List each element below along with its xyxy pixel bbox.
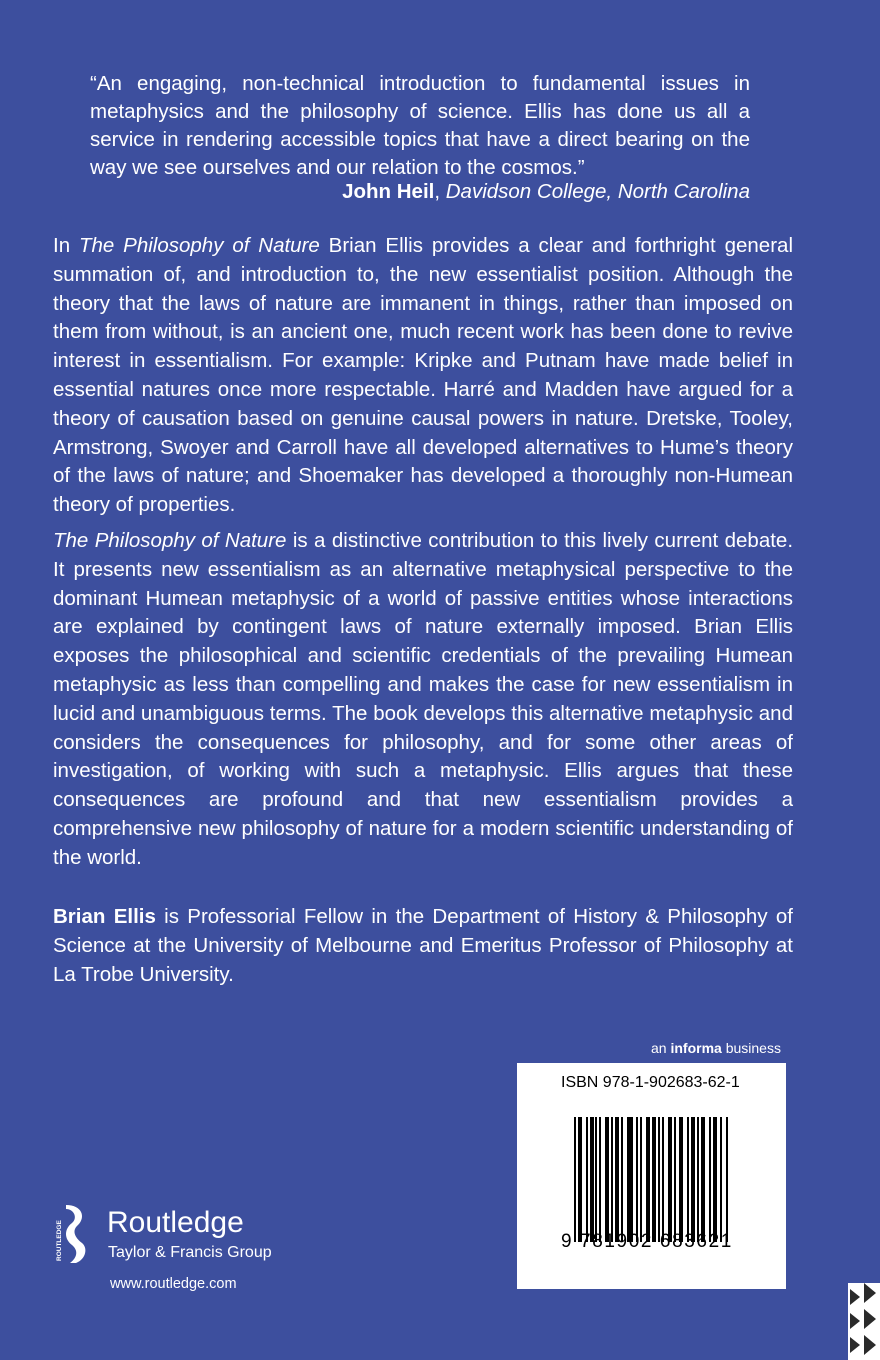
paragraph-1-lead: In [53, 234, 79, 257]
barcode-bar [611, 1117, 613, 1242]
publisher-group: Taylor & Francis Group [108, 1244, 272, 1261]
barcode-bar [720, 1117, 722, 1242]
description-paragraph-1 [53, 232, 793, 520]
author-name: Brian Ellis [53, 905, 156, 928]
barcode-bar [595, 1117, 597, 1242]
barcode-bars [574, 1117, 728, 1242]
quote-attribution: John Heil, Davidson College, North Carolina [342, 180, 750, 203]
barcode-bar [640, 1117, 642, 1242]
barcode-bar [658, 1117, 660, 1242]
informa-prefix: an [651, 1040, 671, 1056]
barcode-bar [574, 1117, 576, 1242]
barcode-bar [636, 1117, 638, 1242]
barcode-bar [697, 1117, 699, 1242]
barcode-bar [607, 1117, 609, 1242]
description-paragraph-2 [53, 527, 793, 873]
barcode-bar [631, 1117, 633, 1242]
publisher-name: Routledge [107, 1206, 244, 1239]
barcode-bar [654, 1117, 656, 1242]
barcode-digits: 9 781902 683621 [561, 1231, 733, 1252]
spine-pattern-decoration [848, 1283, 880, 1360]
barcode-bar [709, 1117, 711, 1242]
barcode-bar [726, 1117, 728, 1242]
barcode-bar [586, 1117, 588, 1242]
routledge-logo-icon [52, 1203, 90, 1265]
author-bio-text: is Professorial Fellow in the Department of History & Philosophy of Science at the University of Melbourne and Emeritus Professor of Philosophy at La Trobe University. [53, 905, 793, 986]
quote-affiliation: Davidson College, North Carolina [445, 180, 750, 203]
review-quote: “An engaging, non-technical introduction to fundamental issues in metaphysics and the philosophy of science. Ellis has done us all a service in rendering accessible topics that have a direct bearing on the way we see ourselves and our relation to the cosmos.” [90, 72, 750, 179]
informa-suffix: business [721, 1040, 781, 1056]
barcode-bar [715, 1117, 717, 1242]
isbn-label: ISBN 978-1-902683-62-1 [561, 1074, 740, 1091]
barcode-bar [681, 1117, 683, 1242]
barcode-bar [580, 1117, 582, 1242]
paragraph-2-text: is a distinctive contribution to this lively current debate. It presents new essentialism as an alternative metaphysical perspective to the dominant Humean metaphysic of a world of passive entities whose interactions are explained by contingent laws of nature externally imposed. Brian Ellis exposes the philosophical and scientific credentials of the prevailing Humean metaphysic as less than compelling and makes the case for new essentialism in lucid and unambiguous terms. The book develops this alternative metaphysic and considers the consequences for philosophy, and for some other areas of investigation, of working with such a metaphysic. Ellis argues that these consequences are profound and that new essentialism provides a comprehensive new philosophy of nature for a modern scientific understanding of the world. [53, 529, 794, 869]
book-title-ref: The Philosophy of Nature [78, 234, 320, 257]
book-title-ref: The Philosophy of Nature [53, 529, 287, 552]
paragraph-1-text: Brian Ellis provides a clear and forthright general summation of, and introduction to, the new essentialist position. Although the theory that the laws of nature are immanent in things, rather than imposed on them from without, is an ancient one, much recent work has been done to revive interest in essentialism. For example: Kripke and Putnam have made belief in essential natures once more respectable. Harré and Madden have argued for a theory of causation based on genuine causal powers in nature. Dretske, Tooley, Armstrong, Swoyer and Carroll have all developed alternatives to Hume’s theory of the laws of nature; and Shoemaker has developed a thoroughly non-Humean theory of properties. [53, 234, 793, 517]
barcode-bar [687, 1117, 689, 1242]
author-bio [53, 903, 793, 989]
barcode-bar [599, 1117, 601, 1242]
informa-brand: informa [670, 1040, 722, 1056]
quote-author: John Heil [342, 180, 435, 203]
barcode-bar [703, 1117, 705, 1242]
barcode-bar [648, 1117, 650, 1242]
barcode-bar [670, 1117, 672, 1242]
logo-vertical-text: ROUTLEDGE [56, 1220, 63, 1261]
barcode-bar [662, 1117, 664, 1242]
barcode-panel [517, 1063, 786, 1289]
barcode-bar [674, 1117, 676, 1242]
barcode-bar [617, 1117, 619, 1242]
informa-tagline [651, 1039, 781, 1057]
publisher-website: www.routledge.com [110, 1276, 237, 1292]
barcode-bar [621, 1117, 623, 1242]
barcode-bar [693, 1117, 695, 1242]
